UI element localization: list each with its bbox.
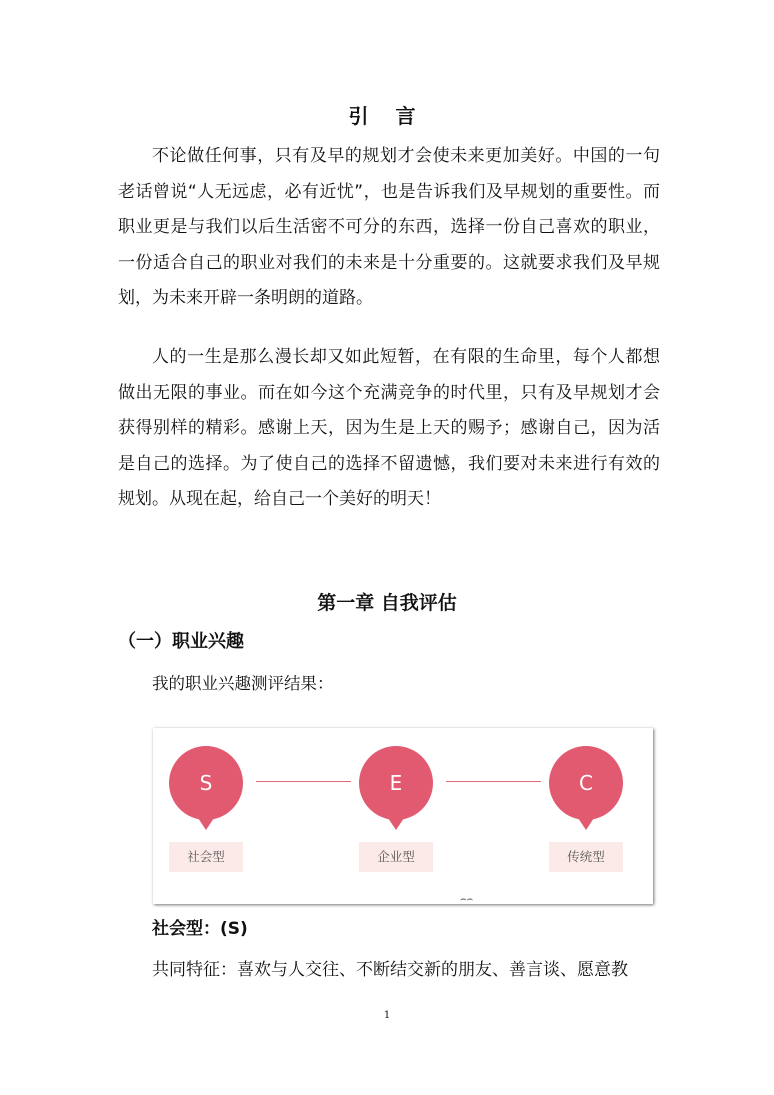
node-pointer <box>578 818 594 830</box>
trait-text: 共同特征：喜欢与人交往、不断结交新的朋友、善言谈、愿意教 <box>152 960 628 980</box>
node-label-enterprise: 企业型 <box>359 842 433 872</box>
node-label-conventional: 传统型 <box>549 842 623 872</box>
node-label-social: 社会型 <box>169 842 243 872</box>
type-subheading: 社会型：(S) <box>152 919 248 939</box>
connector-line <box>446 781 541 782</box>
node-circle-c: C <box>549 746 623 820</box>
chapter-heading: 第一章 自我评估 <box>317 592 457 614</box>
node-circle-e: E <box>359 746 433 820</box>
intro-paragraph-2: 人的一生是那么漫长却又如此短暂，在有限的生命里，每个人都想做出无限的事业。而在如今这个充满竞争的时代里，只有及早规划才会获得别样的精彩。感谢上天，因为生是上天的赐予；感谢自己，因为活是自己的选择。为了使自己的选择不留遗憾，我们要对未来进行有效的规划。从现在起，给自己一个美好的明天！ <box>118 347 660 509</box>
page-title: 引 言 <box>348 104 426 128</box>
figure-edge-mark: ⌢⌢ <box>460 894 474 904</box>
connector-line <box>256 781 351 782</box>
section-heading: （一）职业兴趣 <box>118 631 244 652</box>
node-pointer <box>388 818 404 830</box>
node-pointer <box>198 818 214 830</box>
intro-paragraph-1: 不论做任何事，只有及早的规划才会使未来更加美好。中国的一句老话曾说“人无远虑，必有近忧”，也是告诉我们及早规划的重要性。而职业更是与我们以后生活密不可分的东西，选择一份自己喜欢的职业，一份适合自己的职业对我们的未来是十分重要的。这就要求我们及早规划，为未来开辟一条明朗的道路。 <box>118 146 660 308</box>
page-number: 1 <box>383 1010 391 1021</box>
result-intro-text: 我的职业兴趣测评结果： <box>152 674 334 693</box>
interest-result-figure <box>153 728 653 904</box>
node-circle-s: S <box>169 746 243 820</box>
